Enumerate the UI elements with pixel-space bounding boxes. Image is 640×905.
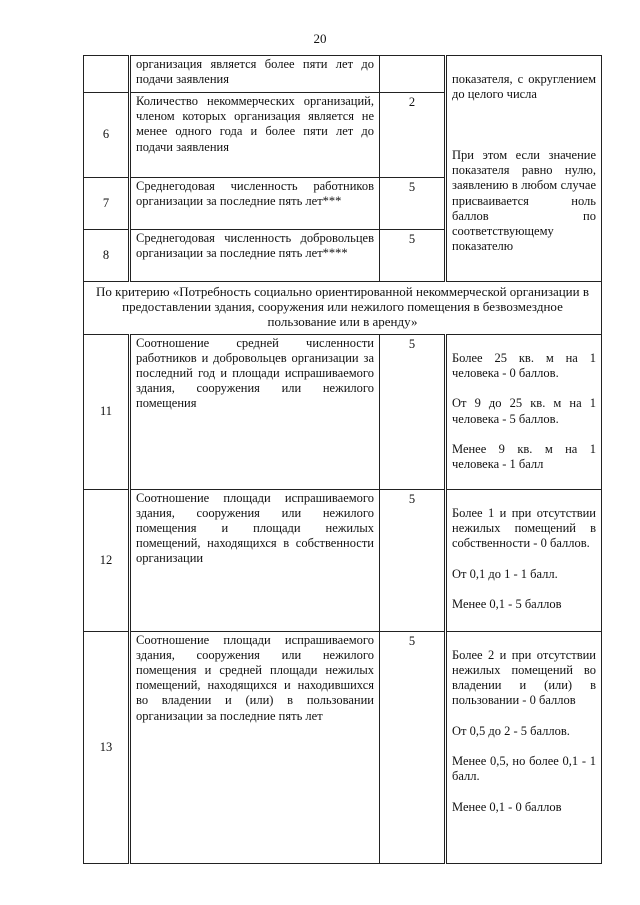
row-number: 6 bbox=[84, 93, 130, 178]
scoring-rule bbox=[446, 631, 602, 863]
max-score: 5 bbox=[380, 334, 446, 489]
scoring-rule-line: Менее 0,1 - 0 баллов bbox=[452, 799, 562, 814]
row-number: 12 bbox=[84, 489, 130, 631]
table-row bbox=[84, 631, 602, 863]
max-score: 2 bbox=[380, 93, 446, 178]
scoring-rule-part1: показателя, с округлением до целого числа bbox=[452, 72, 596, 102]
indicator-name: Соотношение средней численности работников и добровольцев организации за последний год и площади испрашиваемого здания, сооружения или нежилого помещения bbox=[130, 334, 380, 489]
scoring-rule bbox=[446, 489, 602, 631]
indicator-name: организация является более пяти лет до подачи заявления bbox=[130, 56, 380, 93]
scoring-rule-line: От 0,1 до 1 - 1 балл. bbox=[452, 566, 558, 581]
scoring-rule-line: Более 25 кв. м на 1 человека - 0 баллов. bbox=[452, 350, 596, 381]
criteria-header-row bbox=[84, 282, 602, 335]
indicator-name: Среднегодовая численность добровольцев организации за последние пять лет**** bbox=[130, 230, 380, 282]
scoring-rule-line: Менее 9 кв. м на 1 человека - 1 балл bbox=[452, 442, 596, 472]
row-number bbox=[84, 56, 130, 93]
criteria-table bbox=[83, 55, 602, 864]
indicator-name: Соотношение площади испрашиваемого здания, сооружения или нежилого помещения и площади нежилых помещений, находящихся в собственности организации bbox=[130, 489, 380, 631]
indicator-name: Соотношение площади испрашиваемого здания, сооружения или нежилого помещения и средней площади нежилых помещений, находящихся и находившихся во владении и (или) в пользовании организации за последние пять лет bbox=[130, 631, 380, 863]
row-number: 11 bbox=[84, 334, 130, 489]
criteria-header: По критерию «Потребность социально ориентированной некоммерческой организации в предоставлении здания, сооружения или нежилого помещения в безвозмездное пользование или в аренду» bbox=[84, 282, 602, 335]
table-row bbox=[84, 56, 602, 93]
scoring-rule-line: Более 2 и при отсутствии нежилых помещений во владении и (или) в пользовании - 0 баллов bbox=[452, 647, 596, 708]
max-score: 5 bbox=[380, 178, 446, 230]
indicator-name: Количество некоммерческих организаций, членом которых организация является не менее одного года и более пяти лет до подачи заявления bbox=[130, 93, 380, 178]
scoring-rule bbox=[446, 334, 602, 489]
scoring-rule bbox=[446, 56, 602, 282]
table-row bbox=[84, 334, 602, 489]
scoring-rule-line: От 9 до 25 кв. м на 1 человека - 5 баллов. bbox=[452, 396, 596, 426]
max-score bbox=[380, 56, 446, 93]
row-number: 13 bbox=[84, 631, 130, 863]
page-number: 20 bbox=[313, 31, 327, 46]
row-number: 8 bbox=[84, 230, 130, 282]
table-row bbox=[84, 489, 602, 631]
indicator-name: Среднегодовая численность работников организации за последние пять лет*** bbox=[130, 178, 380, 230]
max-score: 5 bbox=[380, 631, 446, 863]
row-number: 7 bbox=[84, 178, 130, 230]
scoring-rule-part2: При этом если значение показателя равно нулю, заявлению в любом случае присваивается ноль баллов по соответствующему показателю bbox=[452, 148, 596, 254]
scoring-rule-line: От 0,5 до 2 - 5 баллов. bbox=[452, 723, 570, 738]
scoring-rule-line: Более 1 и при отсутствии нежилых помещений в собственности - 0 баллов. bbox=[452, 505, 596, 551]
scoring-rule-line: Менее 0,5, но более 0,1 - 1 балл. bbox=[452, 754, 596, 784]
max-score: 5 bbox=[380, 489, 446, 631]
scoring-rule-line: Менее 0,1 - 5 баллов bbox=[452, 597, 562, 612]
max-score: 5 bbox=[380, 230, 446, 282]
